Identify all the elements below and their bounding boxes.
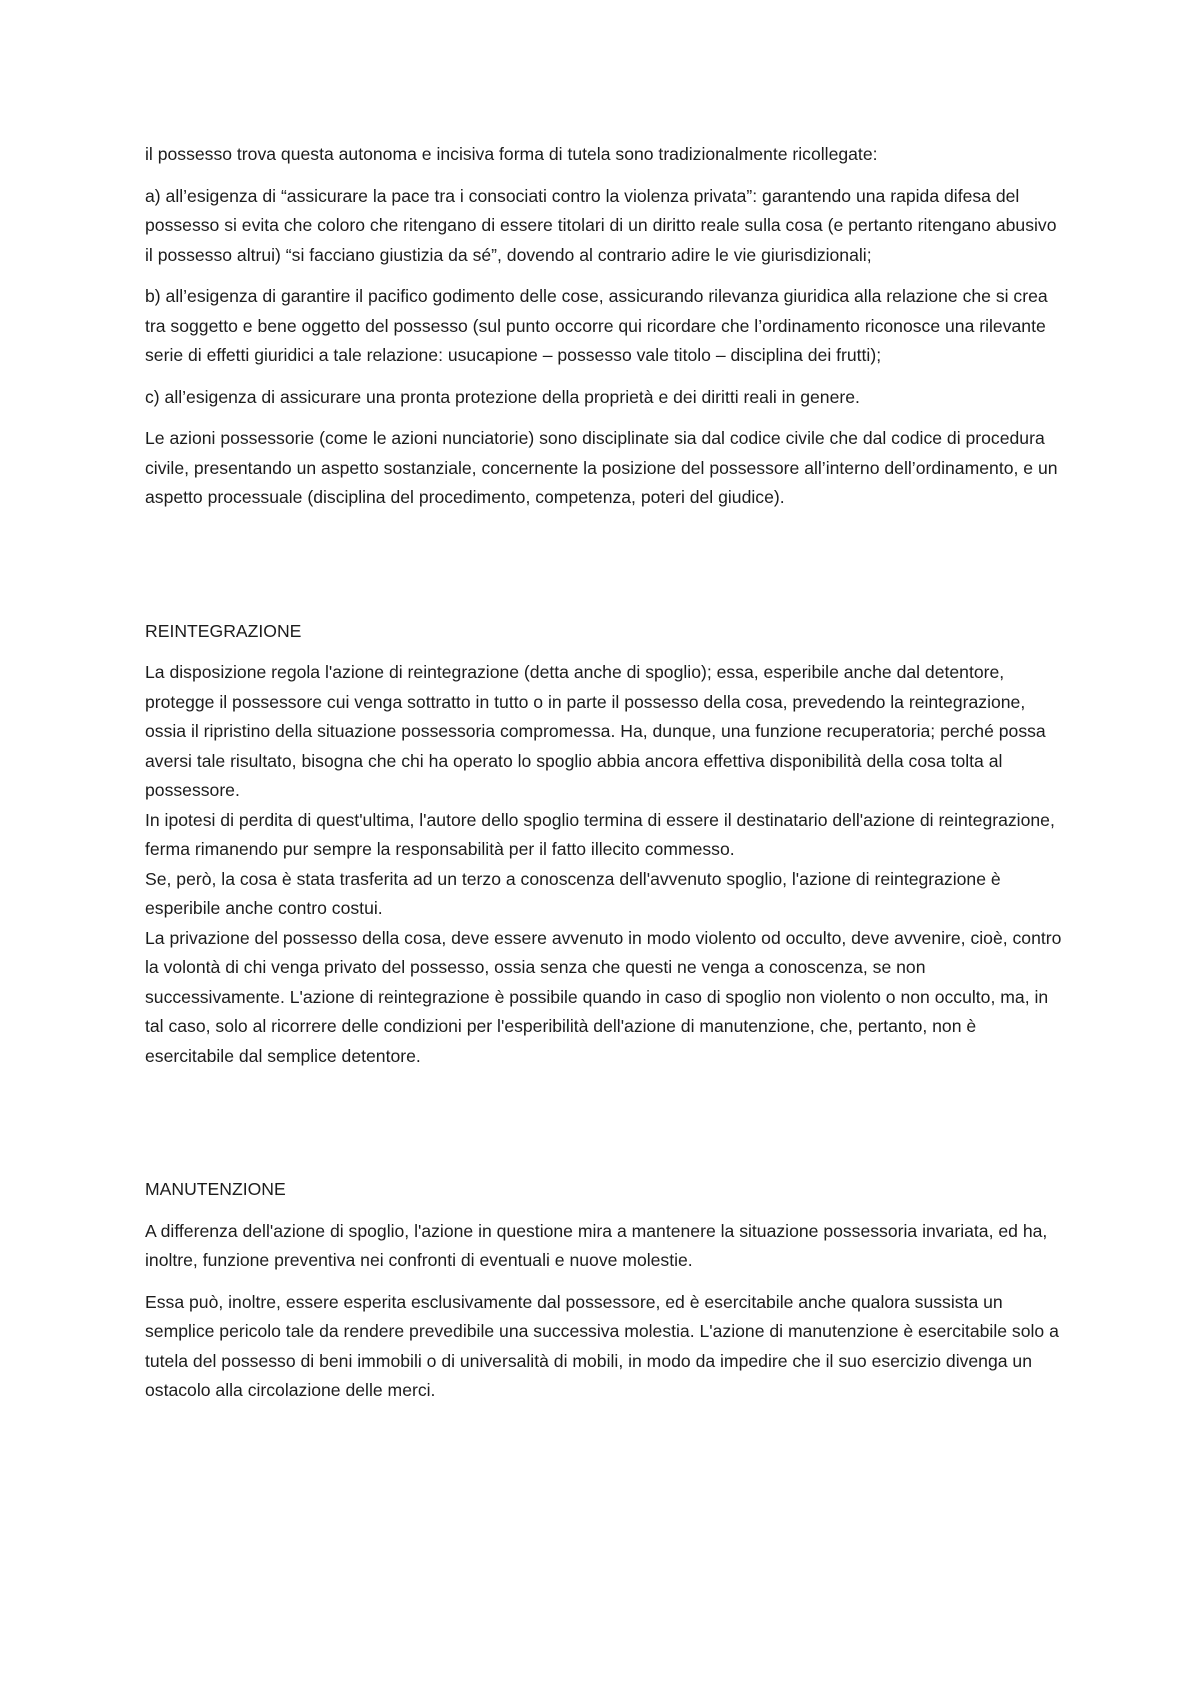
intro-paragraph: il possesso trova questa autonoma e incisiva forma di tutela sono tradizionalmente ricollegate: (145, 144, 878, 164)
spacer (145, 1083, 1065, 1175)
point-b-paragraph: b) all’esigenza di garantire il pacifico godimento delle cose, assicurando rilevanza giuridica alla relazione che si crea tra soggetto e bene oggetto del possesso (sul punto occorre qui ricordare che l’ordinamento riconosce una rilevante serie di effetti giuridici a tale relazione: usucapione – possesso vale titolo – disciplina dei frutti); (145, 286, 1048, 365)
spacer (145, 525, 1065, 617)
reintegrazione-heading: REINTEGRAZIONE (145, 620, 302, 641)
reintegrazione-body (145, 658, 1065, 1071)
manutenzione-paragraph-2: Essa può, inoltre, essere esperita esclusivamente dal possessore, ed è esercitabile anche qualora sussista un semplice pericolo tale da rendere prevedibile una successiva molestia. L'azione di manutenzione è esercitabile solo a tutela del possesso di beni immobili o di universalità di mobili, in modo da impedire che il suo esercizio divenga un ostacolo alla circolazione delle merci. (145, 1291, 1059, 1400)
point-a-paragraph: a) all’esigenza di “assicurare la pace tra i consociati contro la violenza privata”: garantendo una rapida difesa del possesso si evita che coloro che ritengano di essere titolari di un diritto reale sulla cosa (e pertanto ritengano abusivo il possesso altrui) “si facciano giustizia da sé”, dovendo al contrario adire le vie giurisdizionali; (145, 185, 1057, 265)
manutenzione-heading: MANUTENZIONE (145, 1179, 286, 1199)
reintegrazione-line-4: La privazione del possesso della cosa, deve essere avvenuto in modo violento od occulto, deve avvenire, cioè, contro la volontà di chi venga privato del possesso, ossia senza che questi ne venga a conoscenza, se non successivamente. L'azione di reintegrazione è possibile quando in caso di spoglio non violento o non occulto, ma, in tal caso, solo al ricorrere delle condizioni per l'esperibilità dell'azione di manutenzione, che, pertanto, non è esercitabile dal semplice detentore. (145, 927, 1062, 1066)
point-c-paragraph: c) all’esigenza di assicurare una pronta protezione della proprietà e dei diritti reali in genere. (145, 386, 860, 407)
reintegrazione-line-1: La disposizione regola l'azione di reintegrazione (detta anche di spoglio); essa, esperibile anche dal detentore, protegge il possessore cui venga sottratto in tutto o in parte il possesso della cosa, prevedendo la reintegrazione, ossia il ripristino della situazione possessoria compromessa. Ha, dunque, una funzione recuperatoria; perché possa aversi tale risultato, bisogna che chi ha operato lo spoglio abbia ancora effettiva disponibilità della cosa tolta al possessore. (145, 662, 1046, 800)
manutenzione-paragraph-1: A differenza dell'azione di spoglio, l'azione in questione mira a mantenere la situazione possessoria invariata, ed ha, inoltre, funzione preventiva nei confronti di eventuali e nuove molestie. (145, 1220, 1048, 1270)
reintegrazione-line-2: In ipotesi di perdita di quest'ultima, l'autore dello spoglio termina di essere il destinatario dell'azione di reintegrazione, ferma rimanendo pur sempre la responsabilità per il fatto illecito commesso. (145, 809, 1055, 859)
azioni-possessorie-paragraph: Le azioni possessorie (come le azioni nunciatorie) sono disciplinate sia dal codice civile che dal codice di procedura civile, presentando un aspetto sostanziale, concernente la posizione del possessore all’interno dell’ordinamento, e un aspetto processuale (disciplina del procedimento, competenza, poteri del giudice). (145, 428, 1058, 507)
document-page (145, 140, 1065, 1418)
reintegrazione-line-3: Se, però, la cosa è stata trasferita ad un terzo a conoscenza dell'avvenuto spoglio, l'azione di reintegrazione è esperibile anche contro costui. (145, 868, 1001, 918)
